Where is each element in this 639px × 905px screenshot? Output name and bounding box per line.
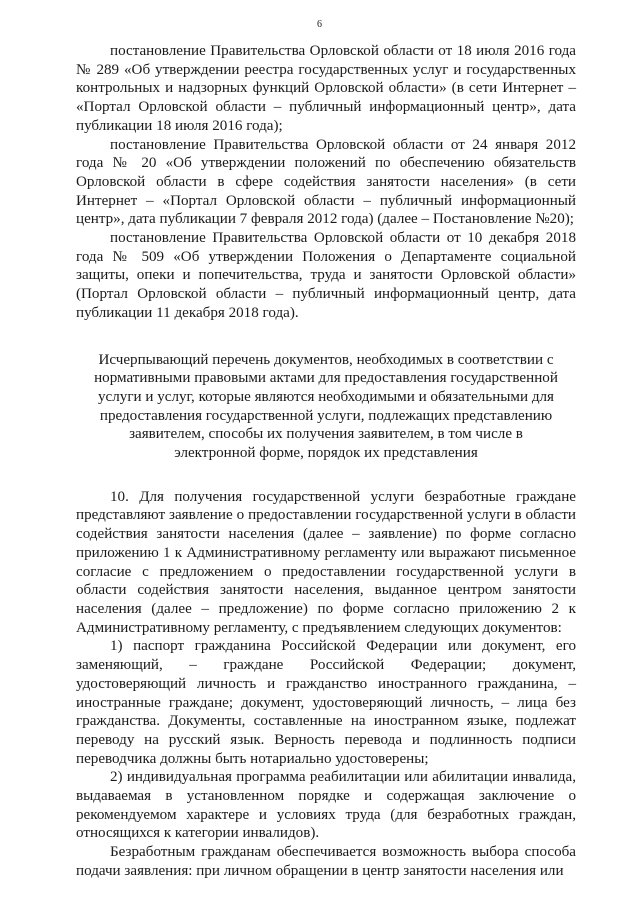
page-number: 6: [317, 19, 322, 30]
section-heading: Исчерпывающий перечень документов, необходимых в соответствии с нормативными правовыми актами для предоставления государственной услуги и услуг, которые являются необходимыми и обязательными для предоставления государственной услуги, подлежащих представлению заявителем, способы их получения заявителем, в том числе в электронной форме, порядок их представления: [94, 351, 558, 462]
paragraph-list-item-1: 1) паспорт гражданина Российской Федерации или документ, его заменяющий, – граждане Российской Федерации; документ, удостоверяющий личность и гражданство иностранного гражданина, – иностранные граждане; документ, удостоверяющий личность, – лица без гражданства. Документы, составленные на иностранном языке, подлежат переводу на русский язык. Верность перевода и подлинность подписи переводчика должны быть нотариально удостоверены;: [76, 638, 576, 767]
paragraph-list-item-2: 2) индивидуальная программа реабилитации или абилитации инвалида, выдаваемая в установленном порядке и содержащая заключение о рекомендуемом характере и условиях труда (для безработных граждан, относящихся к категории инвалидов).: [76, 769, 576, 842]
paragraph-resolution-509: постановление Правительства Орловской области от 10 декабря 2018 года № 509 «Об утверждении Положения о Департаменте социальной защиты, опеки и попечительства, труда и занятости Орловской области» (Портал Орловской области – публичный информационный центр, дата публикации 11 декабря 2018 года).: [76, 230, 576, 321]
paragraph-item-10: 10. Для получения государственной услуги безработные граждане представляют заявление о предоставлении государственной услуги в области содействия занятости населения (далее – заявление) по форме согласно приложению 1 к Административному регламенту или выражают письменное согласие с предложением о предоставлении государственной услуги в области содействия занятости населения, выданное центром занятости населения (далее – предложение) по форме согласно приложению 2 к Административному регламенту, с предъявлением следующих документов:: [76, 488, 576, 636]
document-body: [76, 42, 576, 881]
paragraph-submission-methods: Безработным гражданам обеспечивается возможность выбора способа подачи заявления: при личном обращении в центр занятости населения или: [76, 844, 576, 879]
paragraph-resolution-289: постановление Правительства Орловской области от 18 июля 2016 года № 289 «Об утверждении реестра государственных услуг и государственных контрольных и надзорных функций Орловской области» (в сети Интернет – «Портал Орловской области – публичный информационный центр», дата публикации 18 июля 2016 года);: [76, 43, 576, 134]
paragraph-resolution-20: постановление Правительства Орловской области от 24 января 2012 года № 20 «Об утверждении положений по обеспечению обязательств Орловской области в сфере содействия занятости населения» (в сети Интернет – «Портал Орловской области – публичный информационный центр», дата публикации 7 февраля 2012 года) (далее – Постановление №20);: [76, 136, 576, 228]
